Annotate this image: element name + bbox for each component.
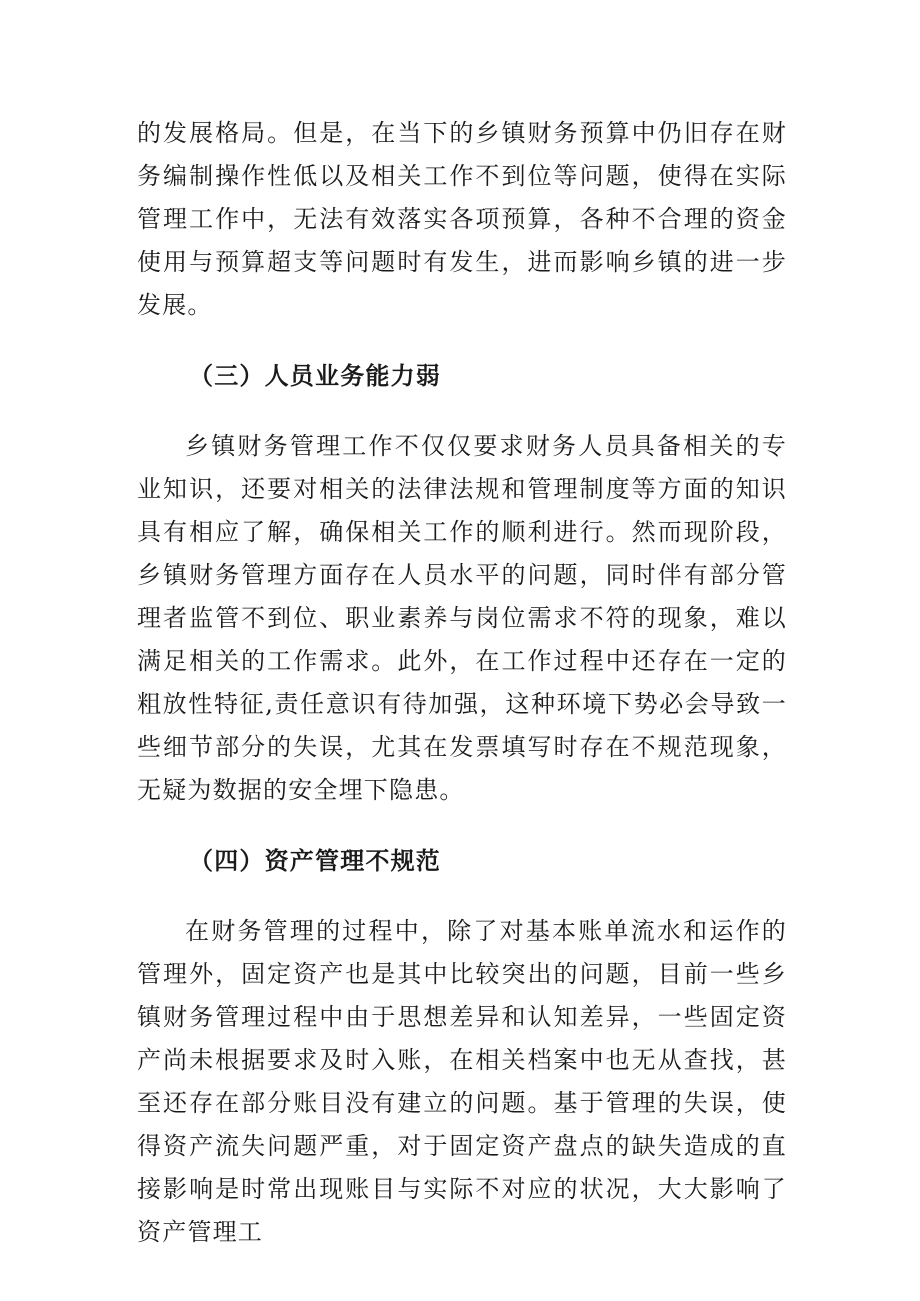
section-heading-asset-management: （四）资产管理不规范 [189,846,441,875]
section-heading-staff-capability: （三）人员业务能力弱 [189,361,441,390]
spacer [137,327,787,354]
document-body [137,112,787,1254]
spacer [137,882,787,910]
spacer [137,397,787,425]
paragraph-asset-management: 在财务管理的过程中，除了对基本账单流水和运作的管理外，固定资产也是其中比较突出的问题，目前一些乡镇财务管理过程中由于思想差异和认知差异，一些固定资产尚未根据要求及时入账，在相关档案中也无从查找，甚至还存在部分账目没有建立的问题。基于管理的失误，使得资产流失问题严重，对于固定资产盘点的缺失造成的直接影响是时常出现账目与实际不对应的状况，大大影响了资产管理工 [137,917,787,1246]
paragraph-staff-capability: 乡镇财务管理工作不仅仅要求财务人员具备相关的专业知识，还要对相关的法律法规和管理制度等方面的知识具有相应了解，确保相关工作的顺利进行。然而现阶段，乡镇财务管理方面存在人员水平的问题，同时伴有部分管理者监管不到位、职业素养与岗位需求不符的现象，难以满足相关的工作需求。此外，在工作过程中还存在一定的粗放性特征,责任意识有待加强，这种环境下势必会导致一些细节部分的失误，尤其在发票填写时存在不规范现象，无疑为数据的安全埋下隐患。 [137,432,787,804]
paragraph-budget-issues: 的发展格局。但是，在当下的乡镇财务预算中仍旧存在财务编制操作性低以及相关工作不到位等问题，使得在实际管理工作中，无法有效落实各项预算，各种不合理的资金使用与预算超支等问题时有发生，进而影响乡镇的进一步发展。 [137,119,787,319]
spacer [137,812,787,839]
